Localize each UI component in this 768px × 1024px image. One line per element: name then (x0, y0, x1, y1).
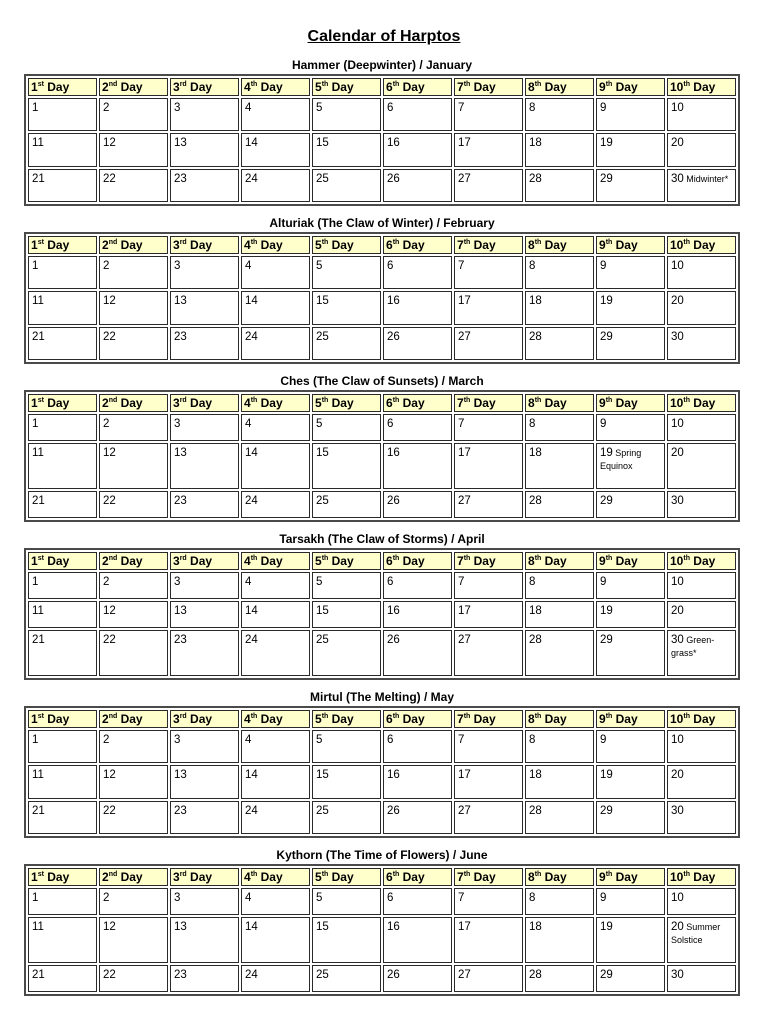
day-note: Midwinter* (683, 173, 729, 184)
day-cell: 29 (596, 169, 665, 202)
week-row (28, 630, 736, 676)
day-header-cell: 3rd Day (170, 552, 239, 570)
day-header-cell: 8th Day (525, 394, 594, 412)
month-grid (24, 864, 740, 996)
month-grid (24, 706, 740, 838)
month-title: Tarsakh (The Claw of Storms) / April (279, 532, 485, 546)
day-cell: 30 (667, 801, 736, 834)
day-header-cell: 6th Day (383, 236, 452, 254)
day-cell: 19 (596, 601, 665, 628)
day-header-row (28, 236, 736, 254)
day-header-cell: 7th Day (454, 868, 523, 886)
day-header-cell: 5th Day (312, 710, 381, 728)
month-table (26, 550, 738, 678)
week-row (28, 917, 736, 963)
day-cell: 26 (383, 327, 452, 360)
day-cell: 12 (99, 133, 168, 166)
day-cell: 10 (667, 98, 736, 131)
day-cell: 16 (383, 443, 452, 489)
day-cell: 1 (28, 888, 97, 915)
day-cell: 15 (312, 291, 381, 324)
day-cell: 27 (454, 327, 523, 360)
day-cell: 14 (241, 765, 310, 798)
day-cell: 15 (312, 765, 381, 798)
day-header-cell: 5th Day (312, 394, 381, 412)
day-cell: 12 (99, 601, 168, 628)
day-cell: 3 (170, 730, 239, 763)
day-header-cell: 4th Day (241, 236, 310, 254)
day-cell: 1 (28, 98, 97, 131)
day-cell: 24 (241, 801, 310, 834)
day-cell: 23 (170, 327, 239, 360)
day-cell: 9 (596, 98, 665, 131)
day-header-cell: 8th Day (525, 236, 594, 254)
month-grid (24, 548, 740, 680)
day-cell: 18 (525, 917, 594, 963)
day-cell: 29 (596, 327, 665, 360)
day-cell: 16 (383, 765, 452, 798)
day-cell: 9 (596, 414, 665, 441)
day-cell: 7 (454, 256, 523, 289)
day-header-cell: 3rd Day (170, 868, 239, 886)
day-cell: 28 (525, 169, 594, 202)
day-cell: 6 (383, 98, 452, 131)
day-cell: 19 (596, 917, 665, 963)
day-cell: 16 (383, 133, 452, 166)
day-cell: 29 (596, 965, 665, 992)
day-cell: 15 (312, 133, 381, 166)
day-cell: 17 (454, 291, 523, 324)
day-cell: 14 (241, 601, 310, 628)
day-cell: 5 (312, 572, 381, 599)
week-row (28, 888, 736, 915)
month-title: Mirtul (The Melting) / May (310, 690, 454, 704)
day-cell: 6 (383, 888, 452, 915)
day-header-cell: 10th Day (667, 394, 736, 412)
day-cell: 3 (170, 256, 239, 289)
day-header-cell: 8th Day (525, 868, 594, 886)
day-cell: 30 Midwinter* (667, 169, 736, 202)
day-cell: 22 (99, 630, 168, 676)
day-cell: 1 (28, 256, 97, 289)
day-cell: 27 (454, 491, 523, 518)
day-header-cell: 9th Day (596, 78, 665, 96)
day-cell: 30 (667, 327, 736, 360)
day-cell: 19 (596, 291, 665, 324)
week-row (28, 765, 736, 798)
day-cell: 6 (383, 414, 452, 441)
month-table (26, 866, 738, 994)
day-header-cell: 4th Day (241, 868, 310, 886)
day-cell: 27 (454, 630, 523, 676)
day-cell: 22 (99, 965, 168, 992)
day-header-cell: 2nd Day (99, 552, 168, 570)
day-cell: 28 (525, 491, 594, 518)
day-cell: 19 (596, 765, 665, 798)
day-cell: 21 (28, 169, 97, 202)
day-cell: 23 (170, 630, 239, 676)
day-header-row (28, 868, 736, 886)
week-row (28, 291, 736, 324)
day-cell: 13 (170, 133, 239, 166)
day-cell: 24 (241, 491, 310, 518)
day-cell: 18 (525, 443, 594, 489)
day-cell: 12 (99, 917, 168, 963)
day-cell: 17 (454, 601, 523, 628)
day-cell: 5 (312, 414, 381, 441)
day-cell: 21 (28, 491, 97, 518)
day-cell: 2 (99, 414, 168, 441)
day-cell: 28 (525, 801, 594, 834)
day-cell: 9 (596, 730, 665, 763)
day-cell: 1 (28, 572, 97, 599)
day-header-cell: 1st Day (28, 394, 97, 412)
day-header-cell: 9th Day (596, 394, 665, 412)
day-header-cell: 2nd Day (99, 868, 168, 886)
day-cell: 20 (667, 443, 736, 489)
day-cell: 27 (454, 801, 523, 834)
day-cell: 26 (383, 169, 452, 202)
week-row (28, 256, 736, 289)
day-header-cell: 4th Day (241, 78, 310, 96)
day-cell: 14 (241, 917, 310, 963)
page-title: Calendar of Harptos (307, 28, 461, 45)
day-header-cell: 10th Day (667, 78, 736, 96)
day-header-cell: 10th Day (667, 868, 736, 886)
day-note: Spring Equinox (600, 447, 642, 471)
month-table (26, 76, 738, 204)
day-cell: 29 (596, 801, 665, 834)
month-title: Kythorn (The Time of Flowers) / June (276, 848, 488, 862)
day-cell: 28 (525, 630, 594, 676)
day-header-cell: 3rd Day (170, 236, 239, 254)
day-cell: 6 (383, 256, 452, 289)
day-cell: 30 (667, 965, 736, 992)
day-header-cell: 9th Day (596, 236, 665, 254)
day-cell: 20 Summer Solstice (667, 917, 736, 963)
day-cell: 2 (99, 256, 168, 289)
day-cell: 13 (170, 443, 239, 489)
day-cell: 13 (170, 917, 239, 963)
day-cell: 1 (28, 730, 97, 763)
day-cell: 17 (454, 443, 523, 489)
day-header-cell: 4th Day (241, 552, 310, 570)
day-cell: 12 (99, 765, 168, 798)
day-header-cell: 2nd Day (99, 236, 168, 254)
day-cell: 27 (454, 965, 523, 992)
day-cell: 15 (312, 443, 381, 489)
day-cell: 3 (170, 98, 239, 131)
day-cell: 11 (28, 133, 97, 166)
day-note: Green-grass* (671, 634, 715, 658)
day-cell: 17 (454, 133, 523, 166)
day-header-cell: 5th Day (312, 552, 381, 570)
day-cell: 8 (525, 730, 594, 763)
day-cell: 20 (667, 765, 736, 798)
day-cell: 14 (241, 133, 310, 166)
day-cell: 3 (170, 414, 239, 441)
day-header-cell: 8th Day (525, 552, 594, 570)
day-cell: 21 (28, 327, 97, 360)
day-cell: 18 (525, 601, 594, 628)
day-cell: 7 (454, 414, 523, 441)
month-table (26, 708, 738, 836)
month-grid (24, 74, 740, 206)
day-header-cell: 6th Day (383, 710, 452, 728)
day-header-cell: 1st Day (28, 868, 97, 886)
day-header-cell: 7th Day (454, 394, 523, 412)
day-header-cell: 9th Day (596, 710, 665, 728)
day-cell: 10 (667, 256, 736, 289)
day-cell: 11 (28, 765, 97, 798)
day-header-cell: 1st Day (28, 710, 97, 728)
day-cell: 28 (525, 327, 594, 360)
day-cell: 5 (312, 98, 381, 131)
day-header-cell: 8th Day (525, 710, 594, 728)
day-cell: 7 (454, 98, 523, 131)
day-cell: 29 (596, 491, 665, 518)
day-cell: 20 (667, 601, 736, 628)
day-cell: 17 (454, 917, 523, 963)
day-cell: 20 (667, 291, 736, 324)
day-cell: 5 (312, 256, 381, 289)
day-header-cell: 1st Day (28, 552, 97, 570)
day-header-cell: 2nd Day (99, 394, 168, 412)
day-cell: 24 (241, 169, 310, 202)
day-header-cell: 5th Day (312, 868, 381, 886)
day-cell: 22 (99, 491, 168, 518)
day-cell: 25 (312, 491, 381, 518)
day-cell: 5 (312, 730, 381, 763)
day-cell: 21 (28, 801, 97, 834)
day-cell: 9 (596, 888, 665, 915)
day-cell: 30 (667, 491, 736, 518)
day-header-cell: 6th Day (383, 394, 452, 412)
day-header-row (28, 552, 736, 570)
day-cell: 27 (454, 169, 523, 202)
day-cell: 11 (28, 443, 97, 489)
day-header-cell: 3rd Day (170, 710, 239, 728)
day-cell: 7 (454, 730, 523, 763)
day-cell: 25 (312, 801, 381, 834)
day-cell: 2 (99, 572, 168, 599)
week-row (28, 414, 736, 441)
day-cell: 7 (454, 572, 523, 599)
day-cell: 21 (28, 965, 97, 992)
day-cell: 14 (241, 443, 310, 489)
day-cell: 10 (667, 730, 736, 763)
day-cell: 9 (596, 572, 665, 599)
day-cell: 21 (28, 630, 97, 676)
week-row (28, 965, 736, 992)
day-header-cell: 7th Day (454, 552, 523, 570)
day-header-cell: 5th Day (312, 78, 381, 96)
day-cell: 23 (170, 491, 239, 518)
day-cell: 25 (312, 965, 381, 992)
day-cell: 23 (170, 801, 239, 834)
day-cell: 10 (667, 888, 736, 915)
day-cell: 18 (525, 765, 594, 798)
day-cell: 26 (383, 965, 452, 992)
day-cell: 25 (312, 630, 381, 676)
day-cell: 5 (312, 888, 381, 915)
day-cell: 4 (241, 414, 310, 441)
day-cell: 9 (596, 256, 665, 289)
day-header-row (28, 78, 736, 96)
day-cell: 23 (170, 965, 239, 992)
day-cell: 16 (383, 601, 452, 628)
day-cell: 19 Spring Equinox (596, 443, 665, 489)
week-row (28, 730, 736, 763)
day-cell: 4 (241, 888, 310, 915)
day-cell: 2 (99, 98, 168, 131)
day-cell: 28 (525, 965, 594, 992)
day-header-cell: 6th Day (383, 552, 452, 570)
day-cell: 13 (170, 601, 239, 628)
day-cell: 11 (28, 291, 97, 324)
day-cell: 25 (312, 169, 381, 202)
day-cell: 10 (667, 414, 736, 441)
day-cell: 16 (383, 917, 452, 963)
day-header-cell: 6th Day (383, 868, 452, 886)
day-header-cell: 8th Day (525, 78, 594, 96)
day-cell: 4 (241, 730, 310, 763)
week-row (28, 801, 736, 834)
day-cell: 1 (28, 414, 97, 441)
week-row (28, 133, 736, 166)
day-cell: 22 (99, 169, 168, 202)
day-cell: 15 (312, 917, 381, 963)
day-cell: 8 (525, 888, 594, 915)
day-cell: 2 (99, 730, 168, 763)
day-cell: 14 (241, 291, 310, 324)
day-header-cell: 7th Day (454, 236, 523, 254)
day-cell: 12 (99, 291, 168, 324)
day-cell: 4 (241, 98, 310, 131)
day-header-cell: 10th Day (667, 236, 736, 254)
month-title: Hammer (Deepwinter) / January (291, 58, 473, 72)
day-cell: 16 (383, 291, 452, 324)
day-cell: 25 (312, 327, 381, 360)
day-cell: 8 (525, 256, 594, 289)
day-header-cell: 2nd Day (99, 710, 168, 728)
day-cell: 15 (312, 601, 381, 628)
week-row (28, 327, 736, 360)
day-cell: 30 Green-grass* (667, 630, 736, 676)
day-cell: 8 (525, 414, 594, 441)
day-cell: 4 (241, 256, 310, 289)
day-cell: 6 (383, 572, 452, 599)
week-row (28, 443, 736, 489)
day-cell: 6 (383, 730, 452, 763)
day-cell: 22 (99, 327, 168, 360)
month-table (26, 392, 738, 520)
day-cell: 23 (170, 169, 239, 202)
week-row (28, 491, 736, 518)
day-header-cell: 3rd Day (170, 78, 239, 96)
month-title: Ches (The Claw of Sunsets) / March (280, 374, 484, 388)
day-header-cell: 7th Day (454, 710, 523, 728)
day-cell: 13 (170, 765, 239, 798)
month-grid (24, 232, 740, 364)
day-cell: 24 (241, 965, 310, 992)
day-cell: 26 (383, 801, 452, 834)
day-header-cell: 5th Day (312, 236, 381, 254)
day-header-row (28, 394, 736, 412)
day-cell: 11 (28, 917, 97, 963)
day-header-cell: 1st Day (28, 236, 97, 254)
day-note: Summer Solstice (671, 921, 721, 945)
day-cell: 18 (525, 133, 594, 166)
day-cell: 24 (241, 630, 310, 676)
day-header-cell: 1st Day (28, 78, 97, 96)
week-row (28, 572, 736, 599)
day-cell: 7 (454, 888, 523, 915)
week-row (28, 601, 736, 628)
day-cell: 2 (99, 888, 168, 915)
day-header-cell: 7th Day (454, 78, 523, 96)
day-cell: 11 (28, 601, 97, 628)
day-header-cell: 9th Day (596, 552, 665, 570)
week-row (28, 169, 736, 202)
day-cell: 3 (170, 888, 239, 915)
day-header-row (28, 710, 736, 728)
month-title: Alturiak (The Claw of Winter) / February (269, 216, 495, 230)
day-cell: 26 (383, 491, 452, 518)
day-cell: 4 (241, 572, 310, 599)
day-header-cell: 4th Day (241, 394, 310, 412)
day-cell: 29 (596, 630, 665, 676)
day-cell: 20 (667, 133, 736, 166)
day-header-cell: 2nd Day (99, 78, 168, 96)
month-grid (24, 390, 740, 522)
week-row (28, 98, 736, 131)
day-cell: 3 (170, 572, 239, 599)
day-cell: 18 (525, 291, 594, 324)
day-header-cell: 9th Day (596, 868, 665, 886)
day-cell: 24 (241, 327, 310, 360)
day-cell: 22 (99, 801, 168, 834)
day-cell: 8 (525, 98, 594, 131)
day-cell: 8 (525, 572, 594, 599)
day-cell: 10 (667, 572, 736, 599)
day-cell: 26 (383, 630, 452, 676)
day-header-cell: 6th Day (383, 78, 452, 96)
day-header-cell: 10th Day (667, 552, 736, 570)
day-cell: 12 (99, 443, 168, 489)
day-header-cell: 3rd Day (170, 394, 239, 412)
day-cell: 13 (170, 291, 239, 324)
month-table (26, 234, 738, 362)
day-header-cell: 10th Day (667, 710, 736, 728)
day-cell: 17 (454, 765, 523, 798)
day-header-cell: 4th Day (241, 710, 310, 728)
day-cell: 19 (596, 133, 665, 166)
